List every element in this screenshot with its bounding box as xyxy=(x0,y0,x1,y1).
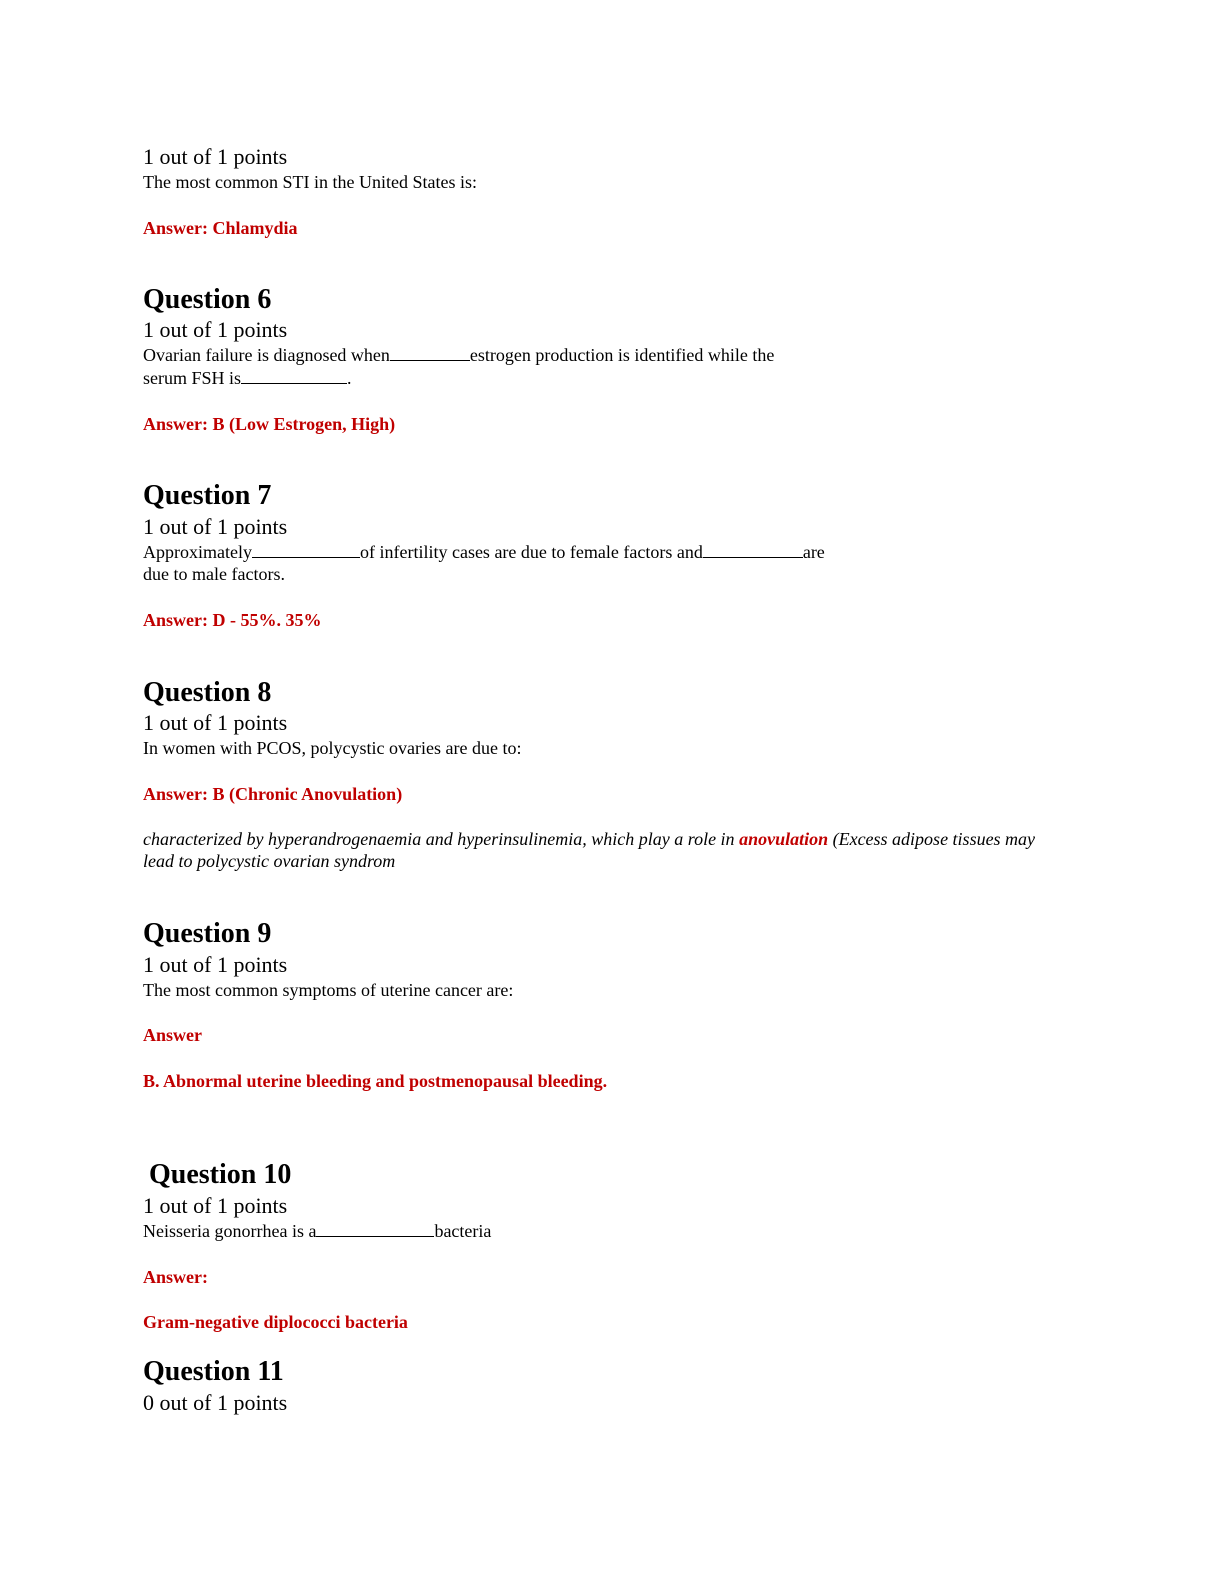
q8-text: In women with PCOS, polycystic ovaries are due to: xyxy=(143,738,522,758)
q6-blank-1 xyxy=(390,344,470,361)
q7-heading: Question 7 xyxy=(143,480,272,511)
q8-note-a: characterized by hyperandrogenaemia and hyperinsulinemia, which play a role in xyxy=(143,829,740,849)
q10-text-b: bacteria xyxy=(434,1221,492,1241)
q8-note-highlight: anovulation xyxy=(739,829,829,849)
q5-points: 1 out of 1 points xyxy=(143,144,288,169)
q10-answer-label: Answer: xyxy=(143,1267,208,1287)
q11-heading: Question 11 xyxy=(143,1356,284,1387)
q7-points: 1 out of 1 points xyxy=(143,514,288,539)
q7-text-c: are xyxy=(802,542,825,562)
q10-text-a: Neisseria gonorrhea is a xyxy=(143,1221,317,1241)
q6-blank-2 xyxy=(241,367,347,384)
q7-text-line2: due to male factors. xyxy=(143,564,285,584)
q6-text-line2 xyxy=(143,367,352,389)
q6-answer: Answer: B (Low Estrogen, High) xyxy=(143,414,396,434)
q9-answer-label: Answer xyxy=(143,1025,202,1045)
q6-heading: Question 6 xyxy=(143,284,272,315)
q11-points: 0 out of 1 points xyxy=(143,1390,288,1415)
q10-answer: Gram-negative diplococci bacteria xyxy=(143,1312,408,1332)
q7-text-b: of infertility cases are due to female factors and xyxy=(359,542,703,562)
q5-text: The most common STI in the United States is: xyxy=(143,172,477,192)
q6-text-d: . xyxy=(347,368,352,388)
q8-answer: Answer: B (Chronic Anovulation) xyxy=(143,784,403,804)
q7-text-a: Approximately xyxy=(143,542,252,562)
q8-explanation xyxy=(143,828,1043,872)
q9-heading: Question 9 xyxy=(143,918,272,949)
q6-text-c: serum FSH is xyxy=(143,368,242,388)
q7-text-line1 xyxy=(143,541,825,563)
q9-answer: B. Abnormal uterine bleeding and postmenopausal bleeding. xyxy=(143,1071,608,1091)
q7-answer: Answer: D - 55%. 35% xyxy=(143,610,322,630)
q7-blank-1 xyxy=(252,541,360,558)
q6-text-a: Ovarian failure is diagnosed when xyxy=(143,345,390,365)
q6-text-line1 xyxy=(143,344,774,366)
q6-points: 1 out of 1 points xyxy=(143,317,288,342)
q10-text xyxy=(143,1220,491,1242)
q5-answer: Answer: Chlamydia xyxy=(143,218,298,238)
q9-points: 1 out of 1 points xyxy=(143,952,288,977)
q10-blank xyxy=(316,1220,434,1237)
q9-text: The most common symptoms of uterine cancer are: xyxy=(143,980,514,1000)
q10-points: 1 out of 1 points xyxy=(143,1193,288,1218)
q8-note-b: (Excess adipose tissues may lead to polycystic ovarian syndrom xyxy=(143,829,1036,871)
q7-blank-2 xyxy=(703,541,803,558)
q6-text-b: estrogen production is identified while the xyxy=(469,345,775,365)
q10-heading: Question 10 xyxy=(149,1159,292,1190)
q8-heading: Question 8 xyxy=(143,677,272,708)
q8-points: 1 out of 1 points xyxy=(143,710,288,735)
